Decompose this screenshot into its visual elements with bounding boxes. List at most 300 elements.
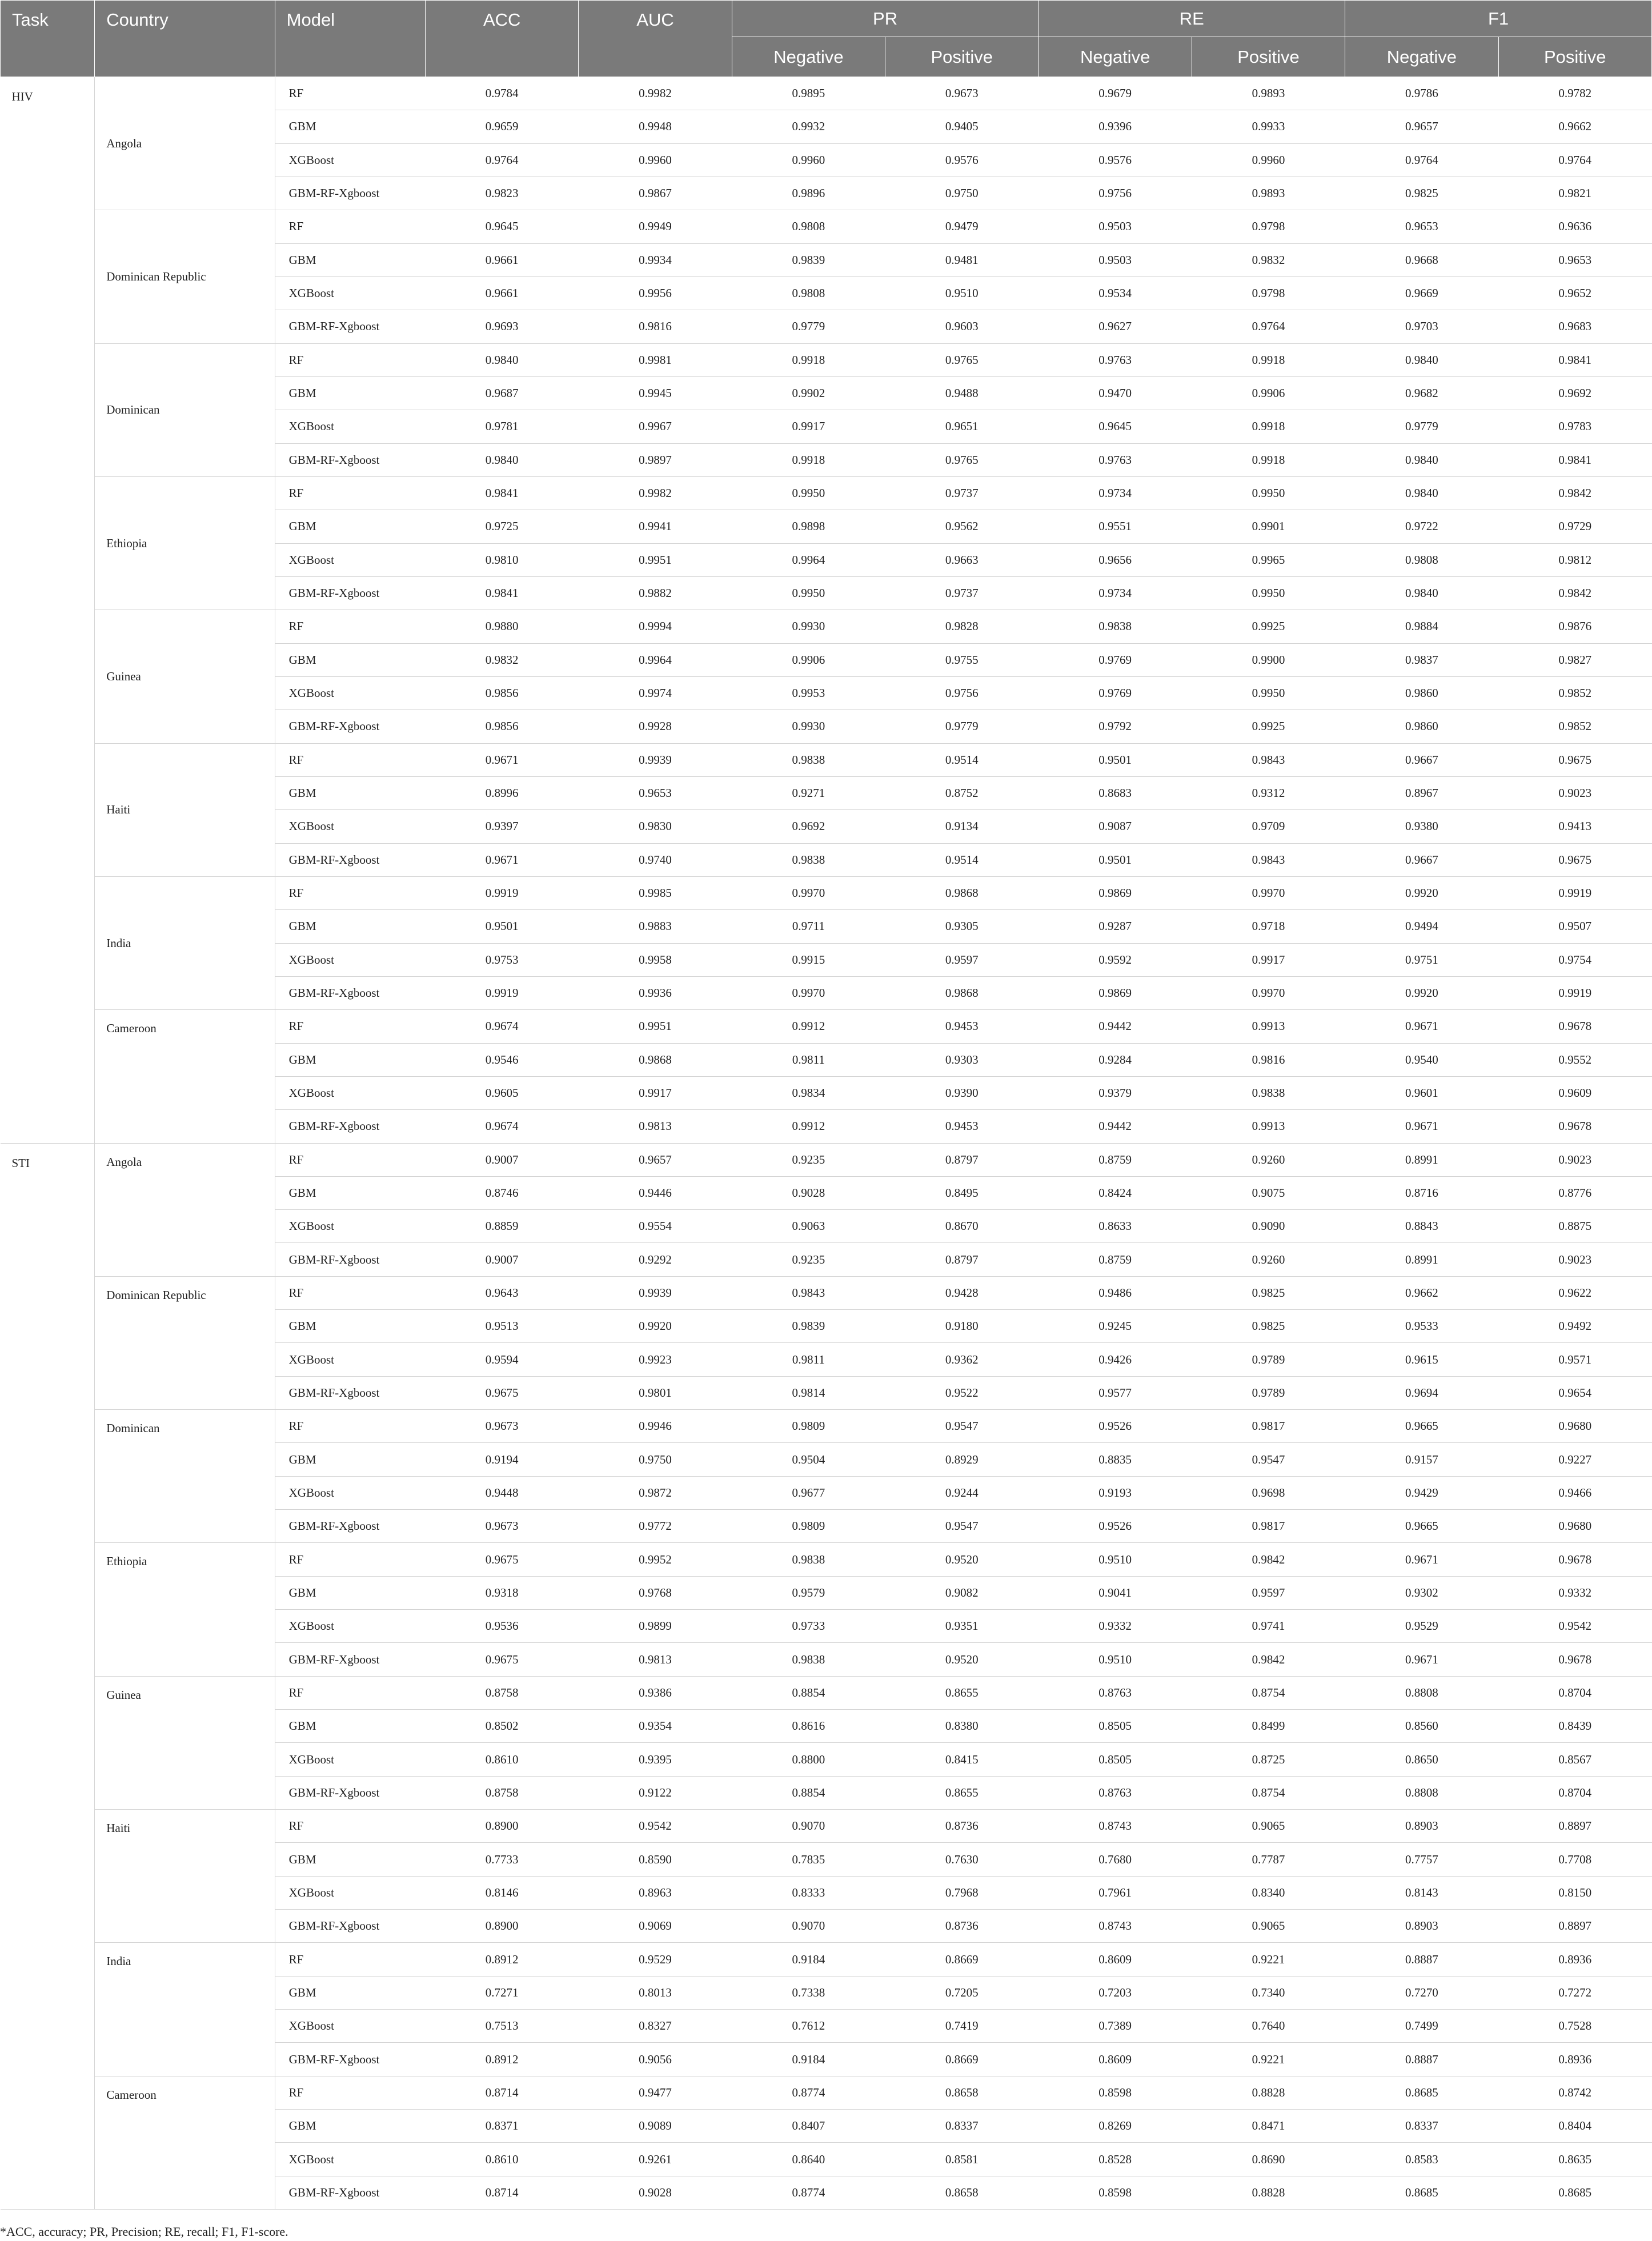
table-row	[1, 343, 1652, 376]
acc-cell: 0.8610	[426, 1743, 579, 1776]
re-positive-cell: 0.9798	[1192, 210, 1345, 243]
pr-negative-cell: 0.9917	[732, 410, 885, 443]
f1-positive-cell: 0.9227	[1498, 1443, 1651, 1476]
pr-positive-cell: 0.9576	[885, 143, 1038, 177]
pr-positive-cell: 0.9180	[885, 1310, 1038, 1343]
acc-cell: 0.9693	[426, 310, 579, 343]
model-cell: GBM-RF-Xgboost	[275, 1510, 425, 1543]
f1-negative-cell: 0.9668	[1345, 243, 1498, 276]
re-negative-cell: 0.9379	[1038, 1076, 1192, 1109]
auc-cell: 0.9395	[579, 1743, 732, 1776]
f1-positive-cell: 0.9332	[1498, 1576, 1651, 1609]
re-positive-cell: 0.9065	[1192, 1910, 1345, 1943]
country-cell: Guinea	[95, 1676, 275, 1809]
model-cell: XGBoost	[275, 1076, 425, 1109]
f1-negative-cell: 0.9533	[1345, 1310, 1498, 1343]
f1-negative-cell: 0.8583	[1345, 2143, 1498, 2176]
auc-cell: 0.9813	[579, 1110, 732, 1143]
model-cell: GBM-RF-Xgboost	[275, 2176, 425, 2209]
acc-cell: 0.9536	[426, 1610, 579, 1643]
f1-positive-cell: 0.8704	[1498, 1676, 1651, 1709]
auc-cell: 0.9958	[579, 943, 732, 976]
auc-cell: 0.9939	[579, 1276, 732, 1309]
pr-positive-cell: 0.9755	[885, 643, 1038, 676]
pr-positive-cell: 0.9673	[885, 77, 1038, 110]
country-cell: Cameroon	[95, 2076, 275, 2209]
model-cell: RF	[275, 1276, 425, 1309]
auc-cell: 0.9941	[579, 510, 732, 543]
acc-cell: 0.8714	[426, 2176, 579, 2209]
pr-positive-cell: 0.8736	[885, 1910, 1038, 1943]
model-cell: GBM-RF-Xgboost	[275, 1243, 425, 1276]
f1-negative-cell: 0.8903	[1345, 1910, 1498, 1943]
f1-positive-cell: 0.8875	[1498, 1210, 1651, 1243]
model-cell: RF	[275, 610, 425, 643]
model-cell: XGBoost	[275, 1343, 425, 1376]
re-negative-cell: 0.9763	[1038, 443, 1192, 476]
auc-cell: 0.9951	[579, 1010, 732, 1043]
f1-negative-cell: 0.9884	[1345, 610, 1498, 643]
f1-positive-cell: 0.9654	[1498, 1376, 1651, 1409]
pr-positive-cell: 0.9488	[885, 376, 1038, 410]
auc-cell: 0.9952	[579, 1543, 732, 1576]
re-positive-cell: 0.8828	[1192, 2076, 1345, 2109]
f1-positive-cell: 0.8685	[1498, 2176, 1651, 2209]
f1-positive-cell: 0.9023	[1498, 1243, 1651, 1276]
re-positive-cell: 0.9709	[1192, 810, 1345, 843]
footnote: *ACC, accuracy; PR, Precision; RE, recall; F1, F1-score.	[0, 2224, 288, 2239]
re-positive-cell: 0.9950	[1192, 476, 1345, 510]
auc-cell: 0.9768	[579, 1576, 732, 1609]
acc-cell: 0.9880	[426, 610, 579, 643]
re-negative-cell: 0.9510	[1038, 1543, 1192, 1576]
pr-negative-cell: 0.9779	[732, 310, 885, 343]
country-cell: Haiti	[95, 743, 275, 876]
acc-cell: 0.8758	[426, 1776, 579, 1809]
auc-cell: 0.9772	[579, 1510, 732, 1543]
f1-positive-cell: 0.9662	[1498, 110, 1651, 143]
re-negative-cell: 0.9792	[1038, 710, 1192, 743]
re-negative-cell: 0.9769	[1038, 676, 1192, 709]
f1-negative-cell: 0.8887	[1345, 2043, 1498, 2076]
auc-cell: 0.9872	[579, 1476, 732, 1509]
auc-cell: 0.9981	[579, 343, 732, 376]
acc-cell: 0.9856	[426, 676, 579, 709]
pr-positive-cell: 0.9651	[885, 410, 1038, 443]
pr-positive-cell: 0.9737	[885, 476, 1038, 510]
re-negative-cell: 0.9576	[1038, 143, 1192, 177]
re-negative-cell: 0.9442	[1038, 1110, 1192, 1143]
pr-positive-cell: 0.7419	[885, 2010, 1038, 2043]
pr-negative-cell: 0.9838	[732, 1543, 885, 1576]
pr-positive-cell: 0.9514	[885, 743, 1038, 776]
auc-cell: 0.9928	[579, 710, 732, 743]
re-positive-cell: 0.9900	[1192, 643, 1345, 676]
f1-positive-cell: 0.8776	[1498, 1176, 1651, 1209]
model-cell: XGBoost	[275, 1210, 425, 1243]
re-negative-cell: 0.8269	[1038, 2110, 1192, 2143]
f1-positive-cell: 0.9678	[1498, 1010, 1651, 1043]
re-positive-cell: 0.9917	[1192, 943, 1345, 976]
acc-cell: 0.9687	[426, 376, 579, 410]
f1-positive-cell: 0.9692	[1498, 376, 1651, 410]
re-positive-cell: 0.9970	[1192, 876, 1345, 909]
pr-positive-cell: 0.9390	[885, 1076, 1038, 1109]
auc-cell: 0.9960	[579, 143, 732, 177]
model-cell: GBM-RF-Xgboost	[275, 976, 425, 1009]
table-row	[1, 743, 1652, 776]
re-negative-cell: 0.9510	[1038, 1643, 1192, 1676]
pr-positive-cell: 0.9082	[885, 1576, 1038, 1609]
re-positive-cell: 0.9817	[1192, 1410, 1345, 1443]
re-negative-cell: 0.9501	[1038, 743, 1192, 776]
auc-cell: 0.9951	[579, 543, 732, 576]
pr-negative-cell: 0.9811	[732, 1043, 885, 1076]
model-cell: XGBoost	[275, 2010, 425, 2043]
f1-negative-cell: 0.9920	[1345, 876, 1498, 909]
country-cell: India	[95, 1943, 275, 2076]
re-negative-cell: 0.8743	[1038, 1810, 1192, 1843]
re-positive-cell: 0.9901	[1192, 510, 1345, 543]
pr-positive-cell: 0.9481	[885, 243, 1038, 276]
pr-negative-cell: 0.9896	[732, 177, 885, 210]
acc-cell: 0.9546	[426, 1043, 579, 1076]
auc-cell: 0.9056	[579, 2043, 732, 2076]
auc-cell: 0.9069	[579, 1910, 732, 1943]
acc-cell: 0.7733	[426, 1843, 579, 1876]
auc-cell: 0.9446	[579, 1176, 732, 1209]
header-f1: F1	[1345, 1, 1652, 37]
f1-negative-cell: 0.8685	[1345, 2176, 1498, 2209]
model-cell: RF	[275, 1010, 425, 1043]
f1-negative-cell: 0.8716	[1345, 1176, 1498, 1209]
table-row	[1, 1810, 1652, 1843]
pr-positive-cell: 0.8797	[885, 1143, 1038, 1176]
f1-negative-cell: 0.9840	[1345, 443, 1498, 476]
country-cell: Dominican Republic	[95, 1276, 275, 1409]
re-positive-cell: 0.9698	[1192, 1476, 1345, 1509]
pr-positive-cell: 0.9351	[885, 1610, 1038, 1643]
f1-negative-cell: 0.9671	[1345, 1110, 1498, 1143]
acc-cell: 0.9841	[426, 476, 579, 510]
f1-negative-cell: 0.9653	[1345, 210, 1498, 243]
f1-negative-cell: 0.8967	[1345, 776, 1498, 809]
auc-cell: 0.9122	[579, 1776, 732, 1809]
auc-cell: 0.9868	[579, 1043, 732, 1076]
re-negative-cell: 0.9193	[1038, 1476, 1192, 1509]
pr-positive-cell: 0.9520	[885, 1543, 1038, 1576]
auc-cell: 0.9477	[579, 2076, 732, 2109]
auc-cell: 0.9657	[579, 1143, 732, 1176]
model-cell: RF	[275, 2076, 425, 2109]
re-negative-cell: 0.9869	[1038, 876, 1192, 909]
f1-negative-cell: 0.7757	[1345, 1843, 1498, 1876]
re-negative-cell: 0.9551	[1038, 510, 1192, 543]
pr-positive-cell: 0.9737	[885, 576, 1038, 610]
country-cell: Ethiopia	[95, 476, 275, 610]
pr-positive-cell: 0.9765	[885, 443, 1038, 476]
auc-cell: 0.9982	[579, 77, 732, 110]
pr-positive-cell: 0.8581	[885, 2143, 1038, 2176]
model-cell: XGBoost	[275, 2143, 425, 2176]
pr-positive-cell: 0.9510	[885, 276, 1038, 310]
f1-positive-cell: 0.9680	[1498, 1410, 1651, 1443]
pr-negative-cell: 0.8333	[732, 1876, 885, 1909]
f1-negative-cell: 0.8143	[1345, 1876, 1498, 1909]
model-cell: GBM-RF-Xgboost	[275, 710, 425, 743]
f1-positive-cell: 0.9413	[1498, 810, 1651, 843]
f1-positive-cell: 0.7708	[1498, 1843, 1651, 1876]
acc-cell: 0.7513	[426, 2010, 579, 2043]
f1-negative-cell: 0.8808	[1345, 1776, 1498, 1809]
re-negative-cell: 0.9426	[1038, 1343, 1192, 1376]
f1-negative-cell: 0.9671	[1345, 1010, 1498, 1043]
f1-positive-cell: 0.9919	[1498, 876, 1651, 909]
auc-cell: 0.9028	[579, 2176, 732, 2209]
f1-negative-cell: 0.9671	[1345, 1643, 1498, 1676]
auc-cell: 0.9292	[579, 1243, 732, 1276]
re-negative-cell: 0.9526	[1038, 1510, 1192, 1543]
re-positive-cell: 0.8690	[1192, 2143, 1345, 2176]
auc-cell: 0.8013	[579, 1976, 732, 2009]
re-negative-cell: 0.8609	[1038, 1943, 1192, 1976]
pr-negative-cell: 0.9808	[732, 276, 885, 310]
pr-positive-cell: 0.9453	[885, 1110, 1038, 1143]
auc-cell: 0.9897	[579, 443, 732, 476]
auc-cell: 0.9946	[579, 1410, 732, 1443]
re-negative-cell: 0.9503	[1038, 210, 1192, 243]
acc-cell: 0.8610	[426, 2143, 579, 2176]
model-cell: XGBoost	[275, 1476, 425, 1509]
pr-negative-cell: 0.9915	[732, 943, 885, 976]
auc-cell: 0.9920	[579, 1310, 732, 1343]
re-positive-cell: 0.9718	[1192, 910, 1345, 943]
auc-cell: 0.9985	[579, 876, 732, 909]
f1-positive-cell: 0.9507	[1498, 910, 1651, 943]
model-cell: RF	[275, 1943, 425, 1976]
pr-negative-cell: 0.9838	[732, 843, 885, 876]
auc-cell: 0.9089	[579, 2110, 732, 2143]
pr-negative-cell: 0.9235	[732, 1143, 885, 1176]
re-negative-cell: 0.9470	[1038, 376, 1192, 410]
header-pr: PR	[732, 1, 1038, 37]
pr-positive-cell: 0.9520	[885, 1643, 1038, 1676]
pr-negative-cell: 0.9902	[732, 376, 885, 410]
pr-negative-cell: 0.9843	[732, 1276, 885, 1309]
pr-negative-cell: 0.9912	[732, 1010, 885, 1043]
re-negative-cell: 0.8505	[1038, 1710, 1192, 1743]
re-positive-cell: 0.9764	[1192, 310, 1345, 343]
auc-cell: 0.9917	[579, 1076, 732, 1109]
header-country: Country	[95, 1, 275, 77]
re-positive-cell: 0.9960	[1192, 143, 1345, 177]
acc-cell: 0.9840	[426, 343, 579, 376]
re-negative-cell: 0.9534	[1038, 276, 1192, 310]
f1-positive-cell: 0.9852	[1498, 710, 1651, 743]
f1-positive-cell: 0.9023	[1498, 776, 1651, 809]
acc-cell: 0.9675	[426, 1643, 579, 1676]
f1-positive-cell: 0.9023	[1498, 1143, 1651, 1176]
pr-positive-cell: 0.9405	[885, 110, 1038, 143]
f1-negative-cell: 0.8887	[1345, 1943, 1498, 1976]
f1-positive-cell: 0.8936	[1498, 1943, 1651, 1976]
re-negative-cell: 0.9486	[1038, 1276, 1192, 1309]
acc-cell: 0.9513	[426, 1310, 579, 1343]
re-positive-cell: 0.9825	[1192, 1310, 1345, 1343]
pr-negative-cell: 0.9906	[732, 643, 885, 676]
re-negative-cell: 0.9396	[1038, 110, 1192, 143]
pr-negative-cell: 0.9811	[732, 1343, 885, 1376]
model-cell: GBM	[275, 1310, 425, 1343]
pr-positive-cell: 0.7205	[885, 1976, 1038, 2009]
model-cell: GBM-RF-Xgboost	[275, 443, 425, 476]
auc-cell: 0.9923	[579, 1343, 732, 1376]
re-negative-cell: 0.7203	[1038, 1976, 1192, 2009]
header-re-negative: Negative	[1038, 37, 1192, 77]
pr-positive-cell: 0.8669	[885, 2043, 1038, 2076]
pr-negative-cell: 0.9808	[732, 210, 885, 243]
f1-positive-cell: 0.9919	[1498, 976, 1651, 1009]
auc-cell: 0.9974	[579, 676, 732, 709]
f1-negative-cell: 0.9751	[1345, 943, 1498, 976]
auc-cell: 0.9653	[579, 776, 732, 809]
f1-negative-cell: 0.8991	[1345, 1243, 1498, 1276]
f1-negative-cell: 0.9694	[1345, 1376, 1498, 1409]
header-auc: AUC	[579, 1, 732, 77]
acc-cell: 0.9671	[426, 743, 579, 776]
acc-cell: 0.9753	[426, 943, 579, 976]
re-negative-cell: 0.8609	[1038, 2043, 1192, 2076]
acc-cell: 0.9605	[426, 1076, 579, 1109]
f1-positive-cell: 0.9466	[1498, 1476, 1651, 1509]
country-cell: India	[95, 876, 275, 1009]
f1-positive-cell: 0.9852	[1498, 676, 1651, 709]
pr-positive-cell: 0.9868	[885, 976, 1038, 1009]
header-task: Task	[1, 1, 95, 77]
f1-negative-cell: 0.7270	[1345, 1976, 1498, 2009]
re-negative-cell: 0.9442	[1038, 1010, 1192, 1043]
re-negative-cell: 0.8763	[1038, 1776, 1192, 1809]
re-negative-cell: 0.8598	[1038, 2176, 1192, 2209]
f1-negative-cell: 0.9429	[1345, 1476, 1498, 1509]
f1-positive-cell: 0.8936	[1498, 2043, 1651, 2076]
pr-negative-cell: 0.9932	[732, 110, 885, 143]
model-cell: GBM	[275, 910, 425, 943]
model-cell: GBM-RF-Xgboost	[275, 576, 425, 610]
re-positive-cell: 0.9798	[1192, 276, 1345, 310]
re-negative-cell: 0.8743	[1038, 1910, 1192, 1943]
model-cell: GBM-RF-Xgboost	[275, 1776, 425, 1809]
auc-cell: 0.9542	[579, 1810, 732, 1843]
f1-negative-cell: 0.9808	[1345, 543, 1498, 576]
re-positive-cell: 0.8754	[1192, 1776, 1345, 1809]
pr-negative-cell: 0.9070	[732, 1810, 885, 1843]
acc-cell: 0.9397	[426, 810, 579, 843]
model-cell: RF	[275, 1676, 425, 1709]
pr-negative-cell: 0.9733	[732, 1610, 885, 1643]
pr-negative-cell: 0.8774	[732, 2176, 885, 2209]
pr-positive-cell: 0.9547	[885, 1510, 1038, 1543]
pr-negative-cell: 0.9504	[732, 1443, 885, 1476]
auc-cell: 0.9261	[579, 2143, 732, 2176]
re-positive-cell: 0.9842	[1192, 1543, 1345, 1576]
acc-cell: 0.9007	[426, 1243, 579, 1276]
f1-positive-cell: 0.8704	[1498, 1776, 1651, 1809]
re-positive-cell: 0.9918	[1192, 343, 1345, 376]
re-negative-cell: 0.9869	[1038, 976, 1192, 1009]
re-negative-cell: 0.9592	[1038, 943, 1192, 976]
re-positive-cell: 0.9893	[1192, 77, 1345, 110]
pr-positive-cell: 0.9305	[885, 910, 1038, 943]
pr-positive-cell: 0.8337	[885, 2110, 1038, 2143]
re-positive-cell: 0.9221	[1192, 2043, 1345, 2076]
auc-cell: 0.9936	[579, 976, 732, 1009]
acc-cell: 0.9501	[426, 910, 579, 943]
pr-positive-cell: 0.8658	[885, 2176, 1038, 2209]
table-row	[1, 1276, 1652, 1309]
re-negative-cell: 0.9734	[1038, 576, 1192, 610]
pr-negative-cell: 0.9028	[732, 1176, 885, 1209]
f1-negative-cell: 0.9669	[1345, 276, 1498, 310]
f1-negative-cell: 0.9671	[1345, 1543, 1498, 1576]
re-positive-cell: 0.9913	[1192, 1110, 1345, 1143]
re-positive-cell: 0.7640	[1192, 2010, 1345, 2043]
pr-negative-cell: 0.7835	[732, 1843, 885, 1876]
f1-positive-cell: 0.8635	[1498, 2143, 1651, 2176]
re-positive-cell: 0.8471	[1192, 2110, 1345, 2143]
f1-positive-cell: 0.8567	[1498, 1743, 1651, 1776]
auc-cell: 0.9354	[579, 1710, 732, 1743]
auc-cell: 0.9740	[579, 843, 732, 876]
f1-negative-cell: 0.9494	[1345, 910, 1498, 943]
pr-positive-cell: 0.8658	[885, 2076, 1038, 2109]
re-negative-cell: 0.8598	[1038, 2076, 1192, 2109]
re-negative-cell: 0.9645	[1038, 410, 1192, 443]
model-cell: GBM	[275, 110, 425, 143]
auc-cell: 0.9883	[579, 910, 732, 943]
re-negative-cell: 0.9041	[1038, 1576, 1192, 1609]
re-negative-cell: 0.9656	[1038, 543, 1192, 576]
acc-cell: 0.9856	[426, 710, 579, 743]
table-header	[1, 1, 1652, 77]
pr-positive-cell: 0.8670	[885, 1210, 1038, 1243]
pr-positive-cell: 0.9134	[885, 810, 1038, 843]
pr-negative-cell: 0.9895	[732, 77, 885, 110]
f1-positive-cell: 0.9622	[1498, 1276, 1651, 1309]
acc-cell: 0.9784	[426, 77, 579, 110]
pr-negative-cell: 0.9063	[732, 1210, 885, 1243]
pr-positive-cell: 0.9756	[885, 676, 1038, 709]
re-negative-cell: 0.8835	[1038, 1443, 1192, 1476]
f1-positive-cell: 0.9821	[1498, 177, 1651, 210]
re-positive-cell: 0.9893	[1192, 177, 1345, 210]
re-negative-cell: 0.9769	[1038, 643, 1192, 676]
re-negative-cell: 0.9503	[1038, 243, 1192, 276]
pr-negative-cell: 0.9184	[732, 1943, 885, 1976]
pr-negative-cell: 0.9898	[732, 510, 885, 543]
f1-positive-cell: 0.7272	[1498, 1976, 1651, 2009]
f1-positive-cell: 0.9492	[1498, 1310, 1651, 1343]
country-cell: Dominican Republic	[95, 210, 275, 343]
re-negative-cell: 0.8683	[1038, 776, 1192, 809]
re-positive-cell: 0.9260	[1192, 1243, 1345, 1276]
model-cell: RF	[275, 1543, 425, 1576]
pr-negative-cell: 0.9839	[732, 243, 885, 276]
model-cell: GBM-RF-Xgboost	[275, 177, 425, 210]
re-positive-cell: 0.9925	[1192, 610, 1345, 643]
pr-negative-cell: 0.9809	[732, 1410, 885, 1443]
acc-cell: 0.9661	[426, 243, 579, 276]
